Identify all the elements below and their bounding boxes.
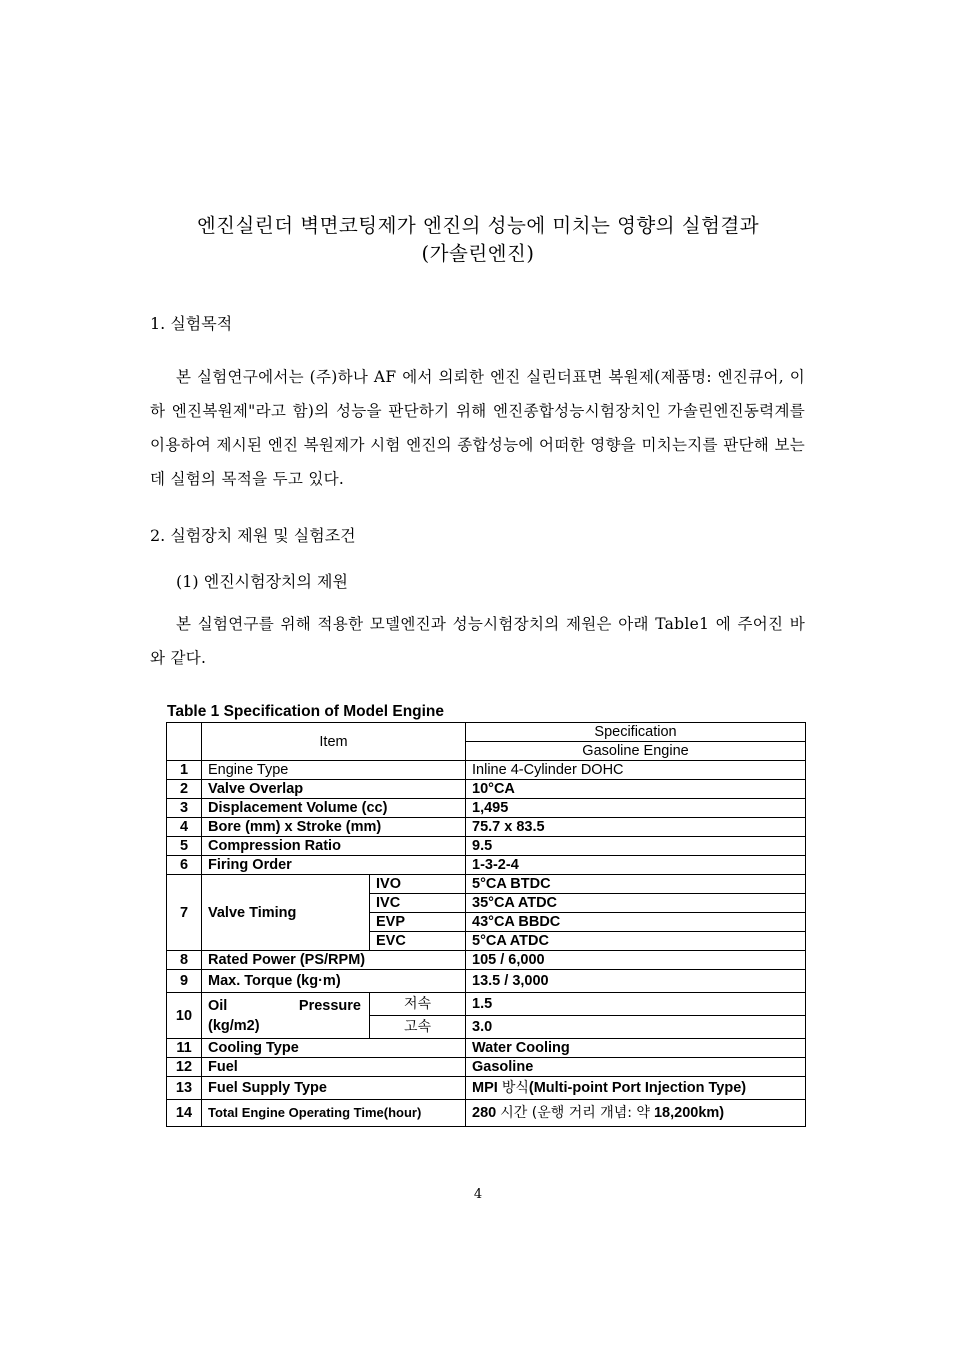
row-number: 13 [167, 1077, 202, 1100]
table-row [167, 1077, 806, 1100]
page-number: 4 [473, 1187, 483, 1202]
row-item: Compression Ratio [202, 837, 466, 856]
value-part: 280 [472, 1105, 497, 1121]
valve-sub-name: EVC [370, 932, 466, 951]
valve-sub-value: 5°CA BTDC [466, 875, 806, 894]
row-value: 75.7 x 83.5 [466, 818, 806, 837]
section-2-heading: 2. 실험장치 제원 및 실험조건 [150, 526, 356, 545]
table-row [167, 837, 806, 856]
table-caption: Table 1 Specification of Model Engine [167, 703, 445, 720]
value-part: MPI [472, 1080, 498, 1096]
row-number: 5 [167, 837, 202, 856]
oil-sub-value: 3.0 [466, 1016, 806, 1039]
value-part: 18,200km) [653, 1105, 725, 1121]
valve-sub-value: 43°CA BBDC [466, 913, 806, 932]
row-number: 3 [167, 799, 202, 818]
table-row [167, 970, 806, 993]
row-item: Displacement Volume (cc) [202, 799, 466, 818]
row-number: 4 [167, 818, 202, 837]
section-1-heading: 1. 실험목적 [150, 314, 233, 333]
row-item: Fuel Supply Type [202, 1077, 466, 1100]
spec-table [166, 722, 806, 1127]
row-number: 9 [167, 970, 202, 993]
section-1-paragraph: 본 실험연구에서는 (주)하나 AF 에서 의뢰한 엔진 실린더표면 복원제(제품명: 엔진큐어, 이하 엔진복원제"라고 함)의 성능을 판단하기 위해 엔진종합성능시험장치인 가솔린엔진동력계를 이용하여 제시된 엔진 복원제가 시험 엔진의 종합성능에 어떠한 영향을 미치는지를 판단해 보는데 실험의 목적을 두고 있다. [150, 368, 805, 488]
header-item: Item [202, 723, 466, 761]
table-row [167, 780, 806, 799]
table-row [167, 818, 806, 837]
pressure-label: Pressure [298, 997, 361, 1014]
row-item [202, 993, 370, 1039]
table-row [167, 1100, 806, 1127]
header-blank [167, 723, 202, 761]
table-row [167, 856, 806, 875]
subsection-heading: (1) 엔진시험장치의 제원 [176, 572, 348, 591]
oil-sub-name: 고속 [370, 1016, 466, 1039]
table-row [167, 1058, 806, 1077]
table-row [167, 951, 806, 970]
row-value: 105 / 6,000 [466, 951, 806, 970]
valve-sub-name: IVO [370, 875, 466, 894]
row-value [466, 1100, 806, 1127]
table-row [167, 761, 806, 780]
oil-label: Oil [208, 997, 228, 1014]
row-value: 1,495 [466, 799, 806, 818]
row-item: Bore (mm) x Stroke (mm) [202, 818, 466, 837]
table-row-oil-pressure [167, 993, 806, 1016]
row-value: 9.5 [466, 837, 806, 856]
row-number: 6 [167, 856, 202, 875]
table-header-row [167, 723, 806, 742]
valve-sub-name: EVP [370, 913, 466, 932]
row-value: 10°CA [466, 780, 806, 799]
row-value: Gasoline [466, 1058, 806, 1077]
row-value: Water Cooling [466, 1039, 806, 1058]
oil-sub-value: 1.5 [466, 993, 806, 1016]
row-item: Total Engine Operating Time(hour) [202, 1100, 466, 1127]
row-item: Max. Torque (kg·m) [202, 970, 466, 993]
oil-sub-name: 저속 [370, 993, 466, 1016]
row-item: Engine Type [202, 761, 466, 780]
row-number: 10 [167, 993, 202, 1039]
row-number: 7 [167, 875, 202, 951]
row-number: 1 [167, 761, 202, 780]
row-number: 12 [167, 1058, 202, 1077]
row-value: 1-3-2-4 [466, 856, 806, 875]
valve-sub-name: IVC [370, 894, 466, 913]
document-subtitle: (가솔린엔진) [421, 242, 535, 265]
row-item: Cooling Type [202, 1039, 466, 1058]
row-number: 14 [167, 1100, 202, 1127]
row-number: 8 [167, 951, 202, 970]
value-korean: 시간 (운행 거리 개념: 약 [500, 1105, 650, 1121]
row-value [466, 1077, 806, 1100]
document-title: 엔진실린더 벽면코팅제가 엔진의 성능에 미치는 영향의 실험결과 [196, 214, 760, 237]
table-row-valve-timing [167, 875, 806, 894]
row-value: Inline 4-Cylinder DOHC [466, 761, 806, 780]
header-spec: Specification [466, 723, 806, 742]
value-part: (Multi-point Port Injection Type) [528, 1080, 747, 1096]
row-item: Valve Timing [202, 875, 370, 951]
row-number: 11 [167, 1039, 202, 1058]
valve-sub-value: 35°CA ATDC [466, 894, 806, 913]
row-value: 13.5 / 3,000 [466, 970, 806, 993]
row-item: Firing Order [202, 856, 466, 875]
value-korean: 방식 [501, 1080, 529, 1096]
row-item: Rated Power (PS/RPM) [202, 951, 466, 970]
unit-label: (kg/m2) [208, 1017, 260, 1034]
row-item: Fuel [202, 1058, 466, 1077]
table-row [167, 1039, 806, 1058]
row-number: 2 [167, 780, 202, 799]
valve-sub-value: 5°CA ATDC [466, 932, 806, 951]
section-2-paragraph: 본 실험연구를 위해 적용한 모델엔진과 성능시험장치의 제원은 아래 Table1 에 주어진 바와 같다. [150, 615, 805, 667]
header-gasoline: Gasoline Engine [466, 742, 806, 761]
table-row [167, 799, 806, 818]
row-item: Valve Overlap [202, 780, 466, 799]
